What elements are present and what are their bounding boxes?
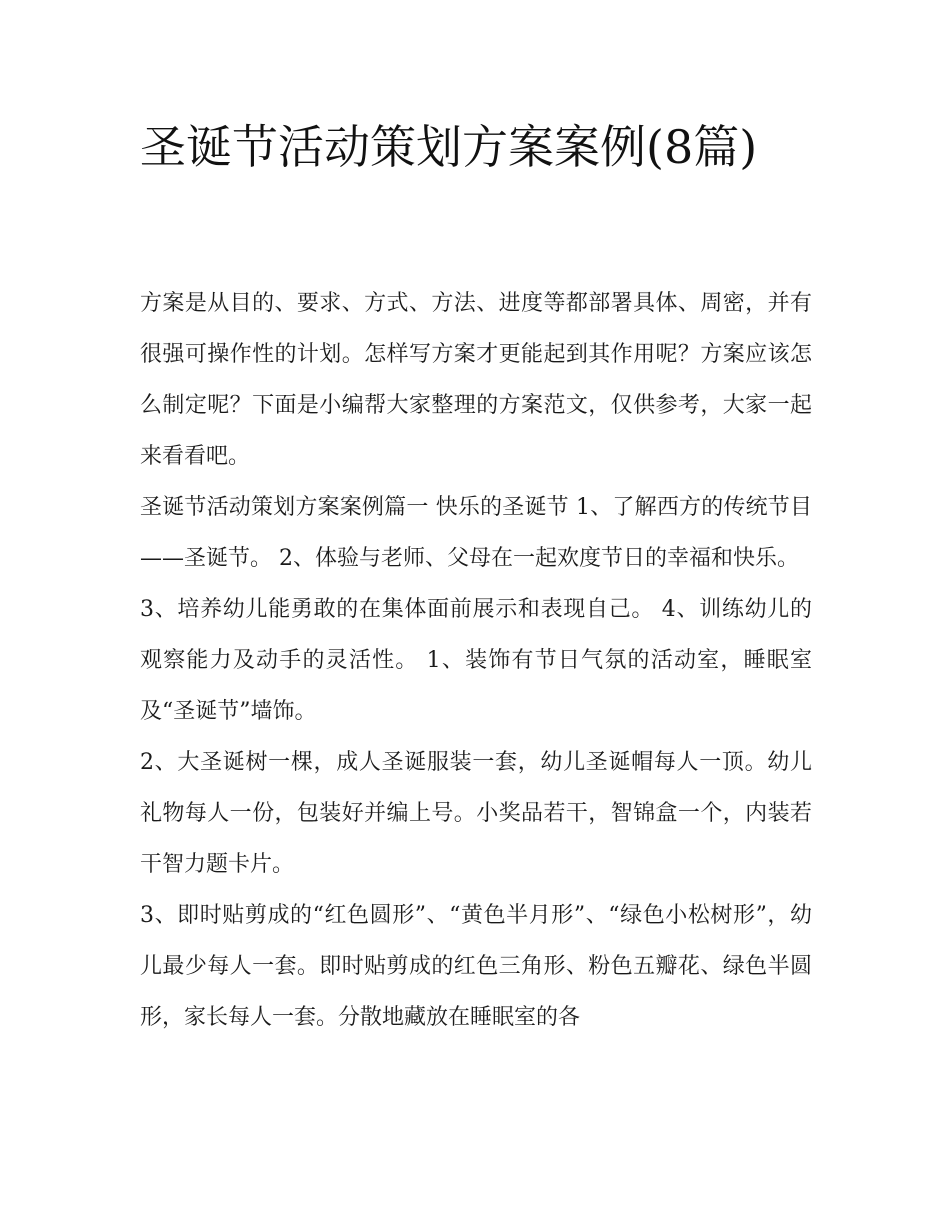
document-body xyxy=(140,278,812,1043)
paragraph-intro: 方案是从目的、要求、方式、方法、进度等都部署具体、周密，并有很强可操作性的计划。怎样写方案才更能起到其作用呢？方案应该怎么制定呢？下面是小编帮大家整理的方案范文，仅供参考，大家一起来看看吧。 xyxy=(140,291,812,469)
paragraph-goals: 圣诞节活动策划方案案例篇一 快乐的圣诞节 1、了解西方的传统节目——圣诞节。 2、体验与老师、父母在一起欢度节日的幸福和快乐。 xyxy=(140,495,812,571)
paragraph-stickers: 3、即时贴剪成的“红色圆形”、“黄色半月形”、“绿色小松树形”，幼儿最少每人一套。即时贴剪成的红色三角形、粉色五瓣花、绿色半圆形，家长每人一套。分散地藏放在睡眠室的各 xyxy=(140,903,812,1030)
paragraph-goals-continued: 3、培养幼儿能勇敢的在集体面前展示和表现自己。 4、训练幼儿的观察能力及动手的灵活性。 1、装饰有节日气氛的活动室，睡眠室及“圣诞节”墙饰。 xyxy=(140,597,812,724)
paragraph-materials: 2、大圣诞树一棵，成人圣诞服装一套，幼儿圣诞帽每人一顶。幼儿礼物每人一份，包装好并编上号。小奖品若干，智锦盒一个，内装若干智力题卡片。 xyxy=(140,750,812,877)
document-title: 圣诞节活动策划方案案例(8篇) xyxy=(140,120,758,174)
